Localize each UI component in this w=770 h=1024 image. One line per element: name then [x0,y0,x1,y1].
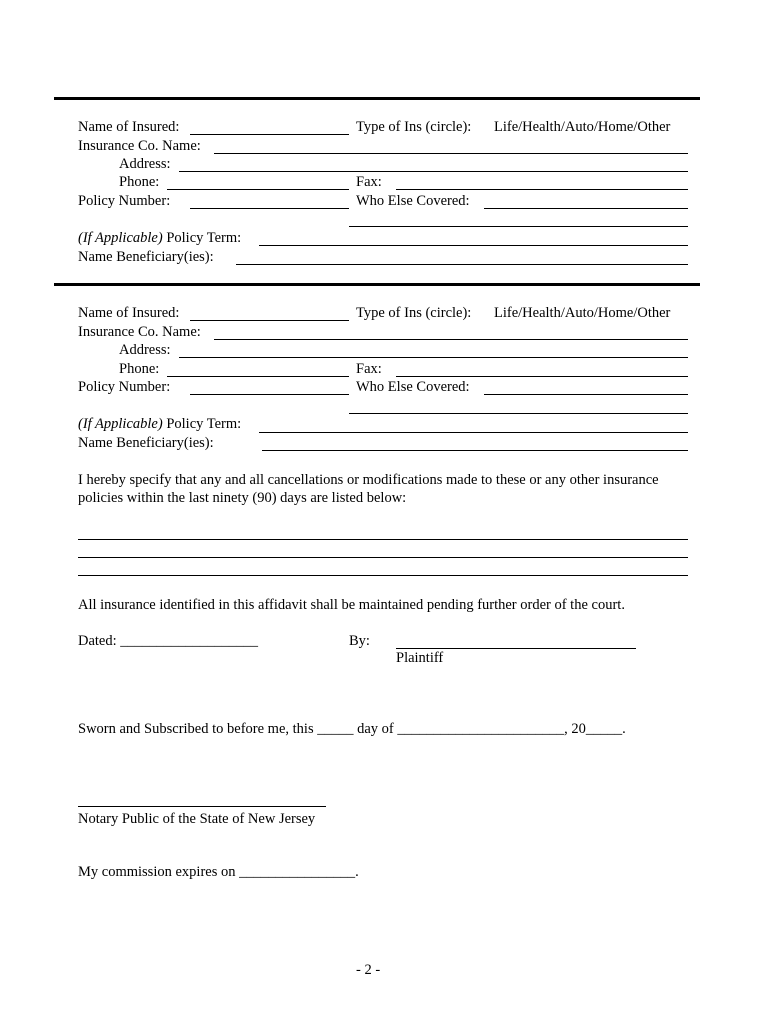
insurance-co-field[interactable] [214,339,688,340]
who-else-covered-field[interactable] [484,208,688,209]
insurance-co-label: Insurance Co. Name: [78,324,201,340]
cancellation-line-1[interactable] [78,539,688,540]
policy-term-text: Policy Term: [166,416,242,432]
type-of-ins-label: Type of Ins (circle): [356,305,472,321]
policy-term-field[interactable] [259,245,688,246]
maintained-statement: All insurance identified in this affidavit shall be maintained pending further order of the court. [78,597,625,613]
plaintiff-label: Plaintiff [396,650,444,666]
policy-term-label [78,230,241,247]
sworn-statement[interactable]: Sworn and Subscribed to before me, this _____ day of _______________________, 20_____. [78,721,626,737]
fax-field[interactable] [396,189,688,190]
policy-number-label: Policy Number: [78,379,171,395]
page-number: - 2 - [356,962,381,978]
policy-term-label [78,416,241,433]
name-of-insured-field[interactable] [190,134,349,135]
name-of-insured-field[interactable] [190,320,349,321]
phone-field[interactable] [167,189,349,190]
policy-number-field[interactable] [190,394,349,395]
policy-term-text: Policy Term: [166,230,242,246]
commission-expires[interactable]: My commission expires on ________________. [78,864,359,880]
who-else-covered-field-2[interactable] [349,226,688,227]
fax-label: Fax: [356,174,382,190]
statement-line-2: policies within the last ninety (90) days are listed below: [78,490,407,506]
type-of-ins-label: Type of Ins (circle): [356,119,472,135]
address-label: Address: [119,156,171,172]
name-of-insured-label: Name of Insured: [78,305,180,321]
notary-signature-line[interactable] [78,806,326,807]
fax-label: Fax: [356,361,382,377]
cancellation-line-2[interactable] [78,557,688,558]
if-applicable-text: (If Applicable) [78,416,163,432]
notary-label: Notary Public of the State of New Jersey [78,811,316,827]
cancellation-line-3[interactable] [78,575,688,576]
section-1-top-rule [54,97,700,100]
who-else-covered-label: Who Else Covered: [356,379,470,395]
who-else-covered-field[interactable] [484,394,688,395]
statement-line-1: I hereby specify that any and all cancellations or modifications made to these or any other insurance [78,472,659,488]
dated-label[interactable]: Dated: ___________________ [78,633,259,649]
insurance-co-field[interactable] [214,153,688,154]
beneficiary-label: Name Beneficiary(ies): [78,249,214,265]
section-2-top-rule [54,283,700,286]
phone-label: Phone: [119,174,160,190]
who-else-covered-field-2[interactable] [349,413,688,414]
address-field[interactable] [179,357,688,358]
policy-number-field[interactable] [190,208,349,209]
policy-term-field[interactable] [259,432,688,433]
if-applicable-text: (If Applicable) [78,230,163,246]
fax-field[interactable] [396,376,688,377]
type-of-ins-options[interactable]: Life/Health/Auto/Home/Other [494,119,671,135]
beneficiary-field[interactable] [236,264,688,265]
type-of-ins-options[interactable]: Life/Health/Auto/Home/Other [494,305,671,321]
insurance-co-label: Insurance Co. Name: [78,138,201,154]
beneficiary-label: Name Beneficiary(ies): [78,435,214,451]
policy-number-label: Policy Number: [78,193,171,209]
address-label: Address: [119,342,171,358]
beneficiary-field[interactable] [262,450,688,451]
who-else-covered-label: Who Else Covered: [356,193,470,209]
plaintiff-signature-line[interactable] [396,648,636,649]
by-label: By: [349,633,370,649]
name-of-insured-label: Name of Insured: [78,119,180,135]
address-field[interactable] [179,171,688,172]
phone-label: Phone: [119,361,160,377]
phone-field[interactable] [167,376,349,377]
